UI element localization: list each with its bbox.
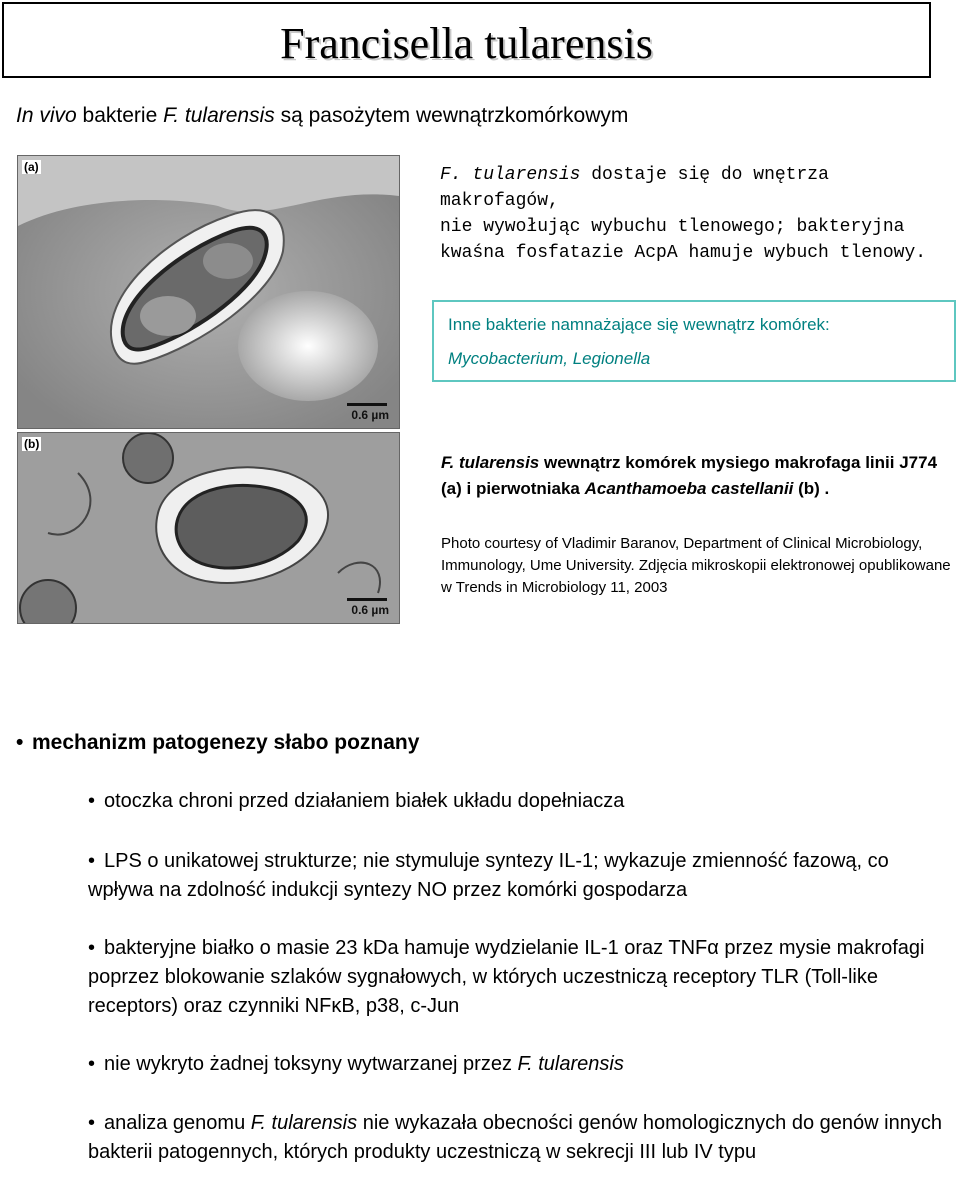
intro-text-2: są pasożytem wewnątrzkomórkowym <box>274 104 629 127</box>
caption-italic-2: Acanthamoeba castellanii <box>584 479 794 498</box>
bullet-dot: • <box>88 790 96 812</box>
mono-italic: F. tularensis <box>440 165 581 185</box>
macrophage-note <box>440 162 950 266</box>
scale-bar-b <box>347 598 387 601</box>
bullet-genome-text: analiza genomu <box>104 1112 251 1134</box>
caption-text-2: (b) . <box>793 479 830 498</box>
alpha-symbol: α <box>707 937 719 959</box>
bullet-capsule-text: otoczka chroni przed działaniem białek układu dopełniacza <box>104 790 625 812</box>
page-title: Francisella tularensis <box>280 19 653 68</box>
bullet-toxin <box>88 1050 948 1079</box>
other-bacteria-line2: Mycobacterium, Legionella <box>448 349 651 368</box>
scale-label-a: 0.6 µm <box>351 408 389 422</box>
micrograph-a-label: (a) <box>24 160 39 174</box>
intro-line <box>16 104 628 128</box>
mono-line1: dostaje się do wnętrza makrofagów, <box>440 165 829 211</box>
bullet-lps <box>88 847 948 905</box>
scale-bar-a <box>347 403 387 406</box>
bullet-toxin-text: nie wykryto żadnej toksyny wytwarzanej przez <box>104 1053 518 1075</box>
intro-italic: In vivo <box>16 104 77 127</box>
title-box <box>2 2 931 78</box>
bullet-dot: • <box>88 1112 96 1134</box>
bullet-main-text: mechanizm patogenezy słabo poznany <box>32 731 420 754</box>
caption-italic: F. tularensis <box>441 453 540 472</box>
other-bacteria-box <box>432 300 956 382</box>
bullet-dot: • <box>16 731 24 754</box>
micrograph-a <box>17 155 400 429</box>
bullet-genome-italic: F. tularensis <box>250 1112 358 1134</box>
bullet-lps-text: LPS o unikatowej strukturze; nie stymuluje syntezy IL-1; wykazuje zmienność fazową, co wpływa na zdolność indukcji syntezy NO przez komórki gospodarza <box>88 850 889 901</box>
bullet-protein <box>88 934 948 1021</box>
bullet-dot: • <box>88 1053 96 1075</box>
intro-text: bakterie <box>76 104 164 127</box>
bullet-capsule <box>88 787 948 816</box>
bullet-genome <box>88 1109 948 1167</box>
micrograph-a-image <box>18 156 399 428</box>
caption-text: wewnątrz komórek mysiego makrofaga linii J774 (a) i pierwotniaka <box>441 453 938 498</box>
bullet-dot: • <box>88 937 96 959</box>
bullet-dot: • <box>88 850 96 872</box>
bullet-genome-text-2: nie wykazała obecności genów homologicznych do genów innych bakterii patogennych, których produkty uczestniczą w sekrecji III lub IV typu <box>88 1112 942 1163</box>
micrograph-b-image <box>18 433 399 623</box>
bullet-protein-text-2: przez mysie makrofagi poprzez blokowanie szlaków sygnałowych, w których uczestniczą receptory TLR (Toll-like receptors) oraz czynniki NF <box>88 937 925 1017</box>
other-bacteria-line1: Inne bakterie namnażające się wewnątrz komórek: <box>448 315 830 334</box>
scale-label-b: 0.6 µm <box>351 603 389 617</box>
micrograph-b <box>17 432 400 624</box>
bullet-toxin-italic: F. tularensis <box>517 1053 624 1075</box>
bullet-protein-text: bakteryjne białko o masie 23 kDa hamuje wydzielanie IL-1 oraz TNF <box>104 937 708 959</box>
mono-line3: kwaśna fosfatazie AcpA hamuje wybuch tlenowy. <box>440 243 927 263</box>
bullet-main <box>16 728 419 758</box>
figure-caption <box>441 450 951 502</box>
mono-line2: nie wywołując wybuchu tlenowego; bakteryjna <box>440 217 905 237</box>
kappa-symbol: κ <box>331 995 342 1017</box>
micrograph-b-label: (b) <box>24 437 40 451</box>
bullet-protein-text-3: B, p38, c-Jun <box>341 995 460 1017</box>
photo-credit: Photo courtesy of Vladimir Baranov, Department of Clinical Microbiology, Immunology, Ume University. Zdjęcia mikroskopii elektronowej opublikowane w Trends in Microbiology 11, 2003 <box>441 535 951 596</box>
intro-italic-2: F. tularensis <box>163 104 275 127</box>
